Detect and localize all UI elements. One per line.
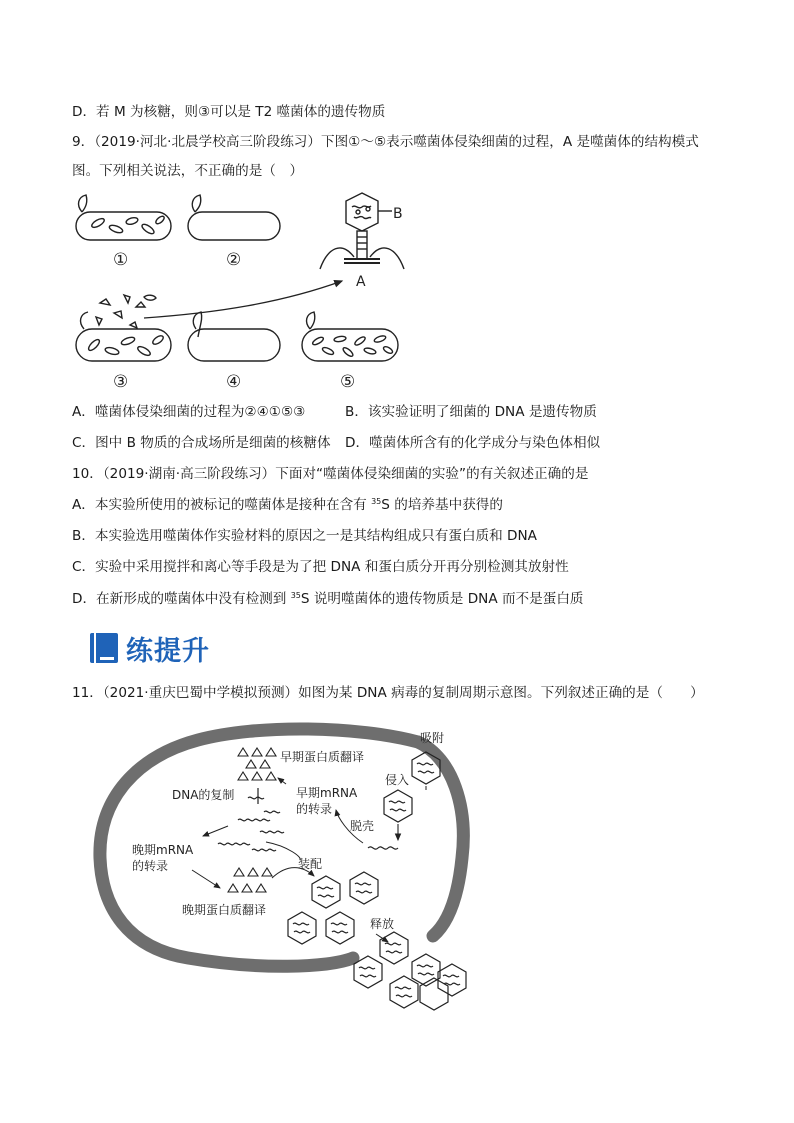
q9-figure — [66, 185, 436, 400]
label-adsorption: 吸附 — [420, 731, 445, 745]
q11-figure — [88, 718, 473, 1018]
q9-stem-line2: 图。下列相关说法，不正确的是（ ） — [72, 163, 304, 179]
early-protein-icon — [238, 748, 276, 780]
fig-label-b: B — [393, 206, 403, 222]
bacterium-4-icon — [188, 312, 280, 361]
virus-entering-icon — [384, 790, 412, 822]
q11-stem: 11．（2021·重庆巴蜀中学模拟预测）如图为某 DNA 病毒的复制周期示意图。下列叙述正确的是（ ） — [72, 685, 704, 701]
fig-label-2: ② — [226, 250, 242, 270]
released-virus-icon — [354, 932, 466, 1010]
bacterium-1-icon — [76, 195, 171, 240]
label-early-mrna-1: 早期mRNA — [296, 786, 358, 800]
label-uncoating: 脱壳 — [350, 819, 375, 833]
q9-option-b: B．该实验证明了细菌的 DNA 是遗传物质 — [345, 404, 597, 420]
assembled-virus-icon — [312, 872, 378, 908]
q10-option-b: B．本实验选用噬菌体作实验材料的原因之一是其结构组成只有蛋白质和 DNA — [72, 528, 537, 544]
viral-dna-icon — [368, 847, 398, 849]
fig-label-3: ③ — [113, 372, 129, 392]
q10-option-d: D．在新形成的噬菌体中没有检测到 $^{35}$S 说明噬菌体的遗传物质是 DNA 而不是蛋白质 — [72, 591, 584, 607]
q9-option-d: D．噬菌体所含有的化学成分与染色体相似 — [345, 435, 601, 451]
fig-label-4: ④ — [226, 372, 242, 392]
phage-icon — [320, 193, 404, 269]
q9-option-c: C．图中 B 物质的合成场所是细菌的核糖体 — [72, 435, 331, 451]
bacterium-3-icon — [76, 295, 171, 361]
book-icon — [90, 633, 118, 663]
cell-membrane-right — [418, 742, 463, 936]
q10-option-a: A．本实验所使用的被标记的噬菌体是接种在含有 $^{35}$S 的培养基中获得的 — [72, 497, 503, 513]
label-late-protein: 晚期蛋白质翻译 — [182, 903, 267, 917]
label-entry: 侵入 — [385, 773, 410, 787]
q10-stem: 10．（2019·湖南·高三阶段练习）下面对“噬菌体侵染细菌的实验”的有关叙述正确的是 — [72, 466, 589, 482]
late-protein-icon — [228, 868, 272, 892]
q8-option-d: D．若 M 为核糖，则③可以是 T2 噬菌体的遗传物质 — [72, 104, 386, 120]
label-assembly: 装配 — [298, 857, 323, 871]
fig-label-1: ① — [113, 250, 129, 270]
label-dna-replication: DNA的复制 — [172, 788, 235, 802]
fig-label-5: ⑤ — [340, 372, 356, 392]
section-title: 练提升 — [126, 635, 210, 667]
label-early-mrna-2: 的转录 — [296, 802, 333, 816]
new-virus-icon — [288, 912, 354, 944]
fig-label-a: A — [356, 274, 366, 290]
label-release: 释放 — [370, 917, 395, 931]
q9-option-a: A．噬菌体侵染细菌的过程为②④①⑤③ — [72, 404, 306, 420]
label-late-mrna-2: 的转录 — [132, 859, 169, 873]
section-header — [90, 628, 210, 668]
bacterium-5-icon — [302, 312, 398, 361]
label-late-mrna-1: 晚期mRNA — [132, 843, 194, 857]
q10-option-c: C．实验中采用搅拌和离心等手段是为了把 DNA 和蛋白质分开再分别检测其放射性 — [72, 559, 569, 575]
label-early-protein: 早期蛋白质翻译 — [280, 750, 365, 764]
q9-stem-line1: 9．（2019·河北·北晨学校高三阶段练习）下图①～⑤表示噬菌体侵染细菌的过程，A 是噬菌体的结构模式 — [72, 134, 699, 150]
bacterium-2-icon — [188, 195, 280, 240]
